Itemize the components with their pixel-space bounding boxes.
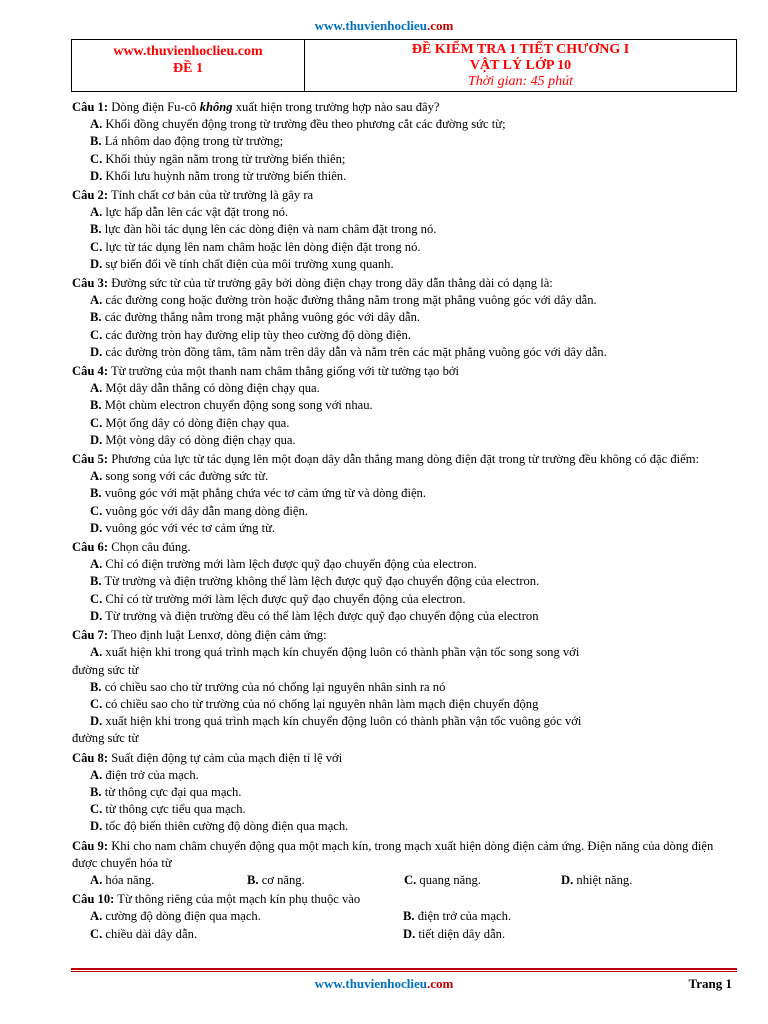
answer-option[interactable] (72, 696, 734, 713)
site-link-top[interactable]: www.thuvienhoclieu.com (314, 18, 454, 33)
option-key: B. (90, 784, 102, 799)
answer-option[interactable] (72, 784, 734, 801)
question-10 (72, 891, 734, 943)
option-text: vuông góc với mặt phẳng chứa véc tơ cảm ứng từ và dòng điện. (101, 486, 426, 501)
option-text: Chỉ có từ trường mới làm lệch được quỹ đạo chuyển động của electron. (102, 591, 466, 606)
question-5 (72, 451, 734, 537)
answer-option[interactable] (72, 116, 734, 133)
question-text: Tính chất cơ bản của từ trường là gây ra (108, 188, 314, 203)
question-emphasis: không (199, 100, 233, 114)
answer-option[interactable] (72, 239, 734, 256)
answer-option[interactable] (247, 872, 404, 889)
option-row (72, 926, 734, 943)
option-text: Khối đồng chuyển động trong từ trường đều theo phương cắt các đường sức từ; (102, 117, 506, 132)
option-key: D. (90, 520, 103, 535)
answer-option[interactable] (90, 908, 403, 925)
option-text: quang năng. (416, 872, 481, 887)
option-text: Từ trường và điện trường không thể làm lệch được quỹ đạo chuyển động của electron. (101, 574, 540, 589)
option-row (72, 872, 734, 889)
exam-code: ĐỀ 1 (173, 61, 203, 76)
header-right-cell (305, 40, 736, 91)
option-key: C. (90, 151, 103, 166)
answer-option[interactable] (90, 872, 247, 889)
header-left-cell (72, 40, 305, 91)
question-label: Câu 6: (72, 540, 109, 555)
option-key: A. (90, 909, 103, 924)
answer-option[interactable] (72, 344, 734, 361)
answer-option[interactable] (72, 133, 734, 150)
answer-option[interactable] (403, 908, 716, 925)
question-stem (72, 363, 734, 380)
option-text: nhiệt năng. (573, 872, 633, 887)
question-label: Câu 7: (72, 628, 109, 643)
option-text: từ thông cực đại qua mạch. (101, 784, 242, 799)
question-text: Từ trường của một thanh nam châm thẳng giống với từ tường tạo bởi (108, 364, 460, 379)
option-key: A. (90, 872, 103, 887)
question-stem (72, 275, 734, 292)
option-key: D. (90, 714, 103, 729)
answer-option[interactable] (72, 151, 734, 168)
option-text: có chiều sao cho từ trường của nó chống lại nguyên nhân sinh ra nó (101, 679, 446, 694)
option-key: C. (90, 926, 103, 941)
option-text: vuông góc với véc tơ cảm ứng từ. (102, 520, 276, 535)
option-key: B. (403, 909, 415, 924)
option-key: C. (90, 696, 103, 711)
answer-option[interactable] (72, 591, 734, 608)
option-text: có chiều sao cho từ trường của nó chống lại nguyên nhân làm mạch điện chuyển động (102, 696, 539, 711)
option-text: các đường thẳng nằm trong mặt phẳng vuông góc với dây dẫn. (101, 310, 421, 325)
page-number: Trang 1 (688, 976, 732, 991)
option-text: tiết diện dây dẫn. (415, 926, 506, 941)
question-8 (72, 750, 734, 836)
option-key: B. (90, 222, 102, 237)
option-text: lực hấp dẫn lên các vật đặt trong nó. (102, 205, 289, 220)
option-text: hóa năng. (102, 872, 155, 887)
question-text-end: xuất hiện trong trường hợp nào sau đây? (232, 100, 440, 114)
option-continuation: đường sức từ (72, 731, 139, 746)
question-1 (72, 99, 734, 185)
option-text: Một vòng dây có dòng điện chạy qua. (102, 432, 296, 447)
answer-option[interactable] (72, 468, 734, 485)
answer-option[interactable] (72, 415, 734, 432)
option-text: từ thông cực tiểu qua mạch. (102, 802, 246, 817)
option-key: D. (90, 432, 103, 447)
option-key: D. (90, 168, 103, 183)
option-key: C. (90, 327, 103, 342)
option-key: B. (247, 872, 259, 887)
option-text: chiều dài dây dẫn. (102, 926, 198, 941)
answer-option[interactable] (72, 767, 734, 784)
exam-time: Thời gian: 45 phút (467, 74, 574, 89)
question-text: Từ thông riêng của một mạch kín phụ thuộc vào (114, 892, 361, 907)
question-label: Câu 2: (72, 188, 109, 203)
question-label: Câu 3: (72, 276, 109, 291)
option-key: B. (90, 398, 102, 413)
option-text: điện trở của mạch. (102, 767, 199, 782)
option-continuation: đường sức từ (72, 662, 139, 677)
option-key: B. (90, 574, 102, 589)
option-text: tốc độ biến thiên cường độ dòng điện qua mạch. (102, 819, 349, 834)
answer-option[interactable] (72, 608, 734, 625)
exam-title: ĐỀ KIỂM TRA 1 TIẾT CHƯƠNG I (411, 42, 630, 57)
question-label: Câu 5: (72, 452, 109, 467)
option-text: xuất hiện khi trong quá trình mạch kín chuyển động luôn có thành phần vận tốc vuông góc với (102, 714, 582, 729)
option-text: điện trở của mạch. (414, 909, 512, 924)
footer-rule (71, 968, 737, 970)
option-key: D. (561, 872, 574, 887)
question-stem (72, 627, 734, 644)
option-key: A. (90, 557, 103, 572)
question-text: Theo định luật Lenxơ, dòng điện cảm ứng: (108, 628, 327, 643)
option-row (72, 908, 734, 925)
answer-option[interactable] (72, 221, 734, 238)
question-text: Dòng điện Fu-cô (108, 100, 200, 114)
answer-option[interactable] (72, 432, 734, 449)
option-text: các đường tròn hay đường elip tùy theo cường độ dòng điện. (102, 327, 411, 342)
option-key: A. (90, 117, 103, 132)
answer-option[interactable] (72, 801, 734, 818)
answer-option[interactable] (72, 520, 734, 537)
answer-option[interactable] (72, 168, 734, 185)
option-key: D. (90, 344, 103, 359)
option-key: B. (90, 310, 102, 325)
option-text: cường độ dòng điện qua mạch. (102, 909, 261, 924)
option-text: song song với các đường sức từ. (102, 469, 269, 484)
option-key: B. (90, 134, 102, 149)
question-3 (72, 275, 734, 361)
option-text: sự biến đổi về tính chất điện của môi trường xung quanh. (102, 256, 394, 271)
answer-option[interactable] (561, 872, 718, 889)
option-key: C. (90, 591, 103, 606)
question-label: Câu 1: (72, 100, 109, 114)
question-text: Phương của lực từ tác dụng lên một đoạn dây dẫn thẳng mang dòng điện đặt trong từ trường đều không có đặc điểm: (108, 452, 699, 467)
option-key: D. (90, 819, 103, 834)
question-stem (72, 750, 734, 767)
option-key: A. (90, 205, 103, 220)
answer-option[interactable] (72, 292, 734, 309)
answer-option[interactable] (72, 485, 734, 502)
option-key: A. (90, 293, 103, 308)
option-text: Khối thủy ngân nằm trong từ trường biến thiên; (102, 151, 346, 166)
question-list (72, 99, 734, 943)
answer-option[interactable] (72, 327, 734, 344)
question-7 (72, 627, 734, 747)
question-label: Câu 9: (72, 838, 109, 853)
option-text: các đường tròn đồng tâm, tâm nằm trên dây dẫn và nằm trên các mặt phẳng vuông góc với dây dẫn. (102, 344, 607, 359)
option-text: Từ trường và điện trường đều có thể làm lệch được quỹ đạo chuyển động của electron (102, 608, 539, 623)
question-4 (72, 363, 734, 449)
header-site-link[interactable]: www.thuvienhoclieu.com (113, 44, 263, 59)
option-key: D. (90, 608, 103, 623)
answer-option[interactable] (404, 872, 561, 889)
option-text: xuất hiện khi trong quá trình mạch kín chuyển động luôn có thành phần vận tốc song song với (102, 645, 580, 660)
answer-option[interactable] (72, 713, 734, 730)
option-key: A. (90, 469, 103, 484)
option-text: vuông góc với dây dẫn mang dòng điện. (102, 503, 308, 518)
option-text: Khối lưu huỳnh nằm trong từ trường biến thiên. (102, 168, 347, 183)
answer-option[interactable] (72, 380, 734, 397)
answer-option[interactable] (72, 256, 734, 273)
answer-option[interactable] (403, 926, 716, 943)
question-text: Đường sức từ của từ trường gây bởi dòng điện chạy trong dây dẫn thẳng dài có dạng là: (108, 276, 553, 291)
question-text: Khi cho nam châm chuyển động qua một mạch kín, trong mạch xuất hiện dòng điện cảm ứng. Điện năng của dòng điện được chuyển hóa từ (72, 838, 714, 870)
option-key: C. (90, 239, 103, 254)
answer-option[interactable] (72, 556, 734, 573)
question-6 (72, 539, 734, 625)
option-text: Lá nhôm dao động trong từ trường; (101, 134, 284, 149)
question-label: Câu 8: (72, 750, 109, 765)
exam-header-table (71, 39, 737, 92)
answer-option[interactable] (72, 679, 734, 696)
option-key: A. (90, 645, 103, 660)
question-stem (72, 451, 734, 468)
question-text: Suất điện động tự cảm của mạch điện tỉ lệ với (108, 750, 343, 765)
option-text: Một ống dây có dòng điện chạy qua. (102, 415, 290, 430)
answer-option[interactable] (72, 309, 734, 326)
option-text: lực từ tác dụng lên nam châm hoặc lên dòng điện đặt trong nó. (102, 239, 421, 254)
question-2 (72, 187, 734, 273)
answer-option[interactable] (72, 204, 734, 221)
option-key: D. (403, 926, 416, 941)
question-label: Câu 4: (72, 364, 109, 379)
option-key: B. (90, 679, 102, 694)
option-text: Chỉ có điện trường mới làm lệch được quỹ đạo chuyển động của electron. (102, 557, 477, 572)
option-key: A. (90, 767, 103, 782)
option-key: B. (90, 486, 102, 501)
option-text: lực đàn hồi tác dụng lên các dòng điện và nam châm đặt trong nó. (101, 222, 437, 237)
answer-option[interactable] (90, 926, 403, 943)
question-label: Câu 10: (72, 892, 115, 907)
option-key: C. (404, 872, 417, 887)
exam-subject: VẬT LÝ LỚP 10 (469, 58, 572, 73)
option-text: các đường cong hoặc đường tròn hoặc đường thẳng nằm trong mặt phẳng vuông góc với dây dẫn. (102, 293, 597, 308)
answer-option[interactable] (72, 503, 734, 520)
question-stem (72, 838, 734, 872)
option-key: C. (90, 415, 103, 430)
option-key: A. (90, 381, 103, 396)
option-text: cơ năng. (258, 872, 305, 887)
footer-rule-thin (71, 971, 737, 972)
option-key: D. (90, 256, 103, 271)
option-text: Một dây dẫn thẳng có dòng điện chạy qua. (102, 381, 320, 396)
option-key: C. (90, 503, 103, 518)
answer-option[interactable] (72, 818, 734, 835)
question-stem (72, 891, 734, 908)
site-link-bottom[interactable]: www.thuvienhoclieu.com (314, 976, 454, 991)
option-text: Một chùm electron chuyển động song song với nhau. (101, 398, 373, 413)
question-stem (72, 539, 734, 556)
question-9 (72, 838, 734, 890)
answer-option[interactable] (72, 644, 734, 661)
answer-option[interactable] (72, 397, 734, 414)
question-text: Chọn câu đúng. (108, 540, 191, 555)
answer-option[interactable] (72, 573, 734, 590)
option-key: C. (90, 802, 103, 817)
question-stem (72, 99, 734, 116)
question-stem (72, 187, 734, 204)
